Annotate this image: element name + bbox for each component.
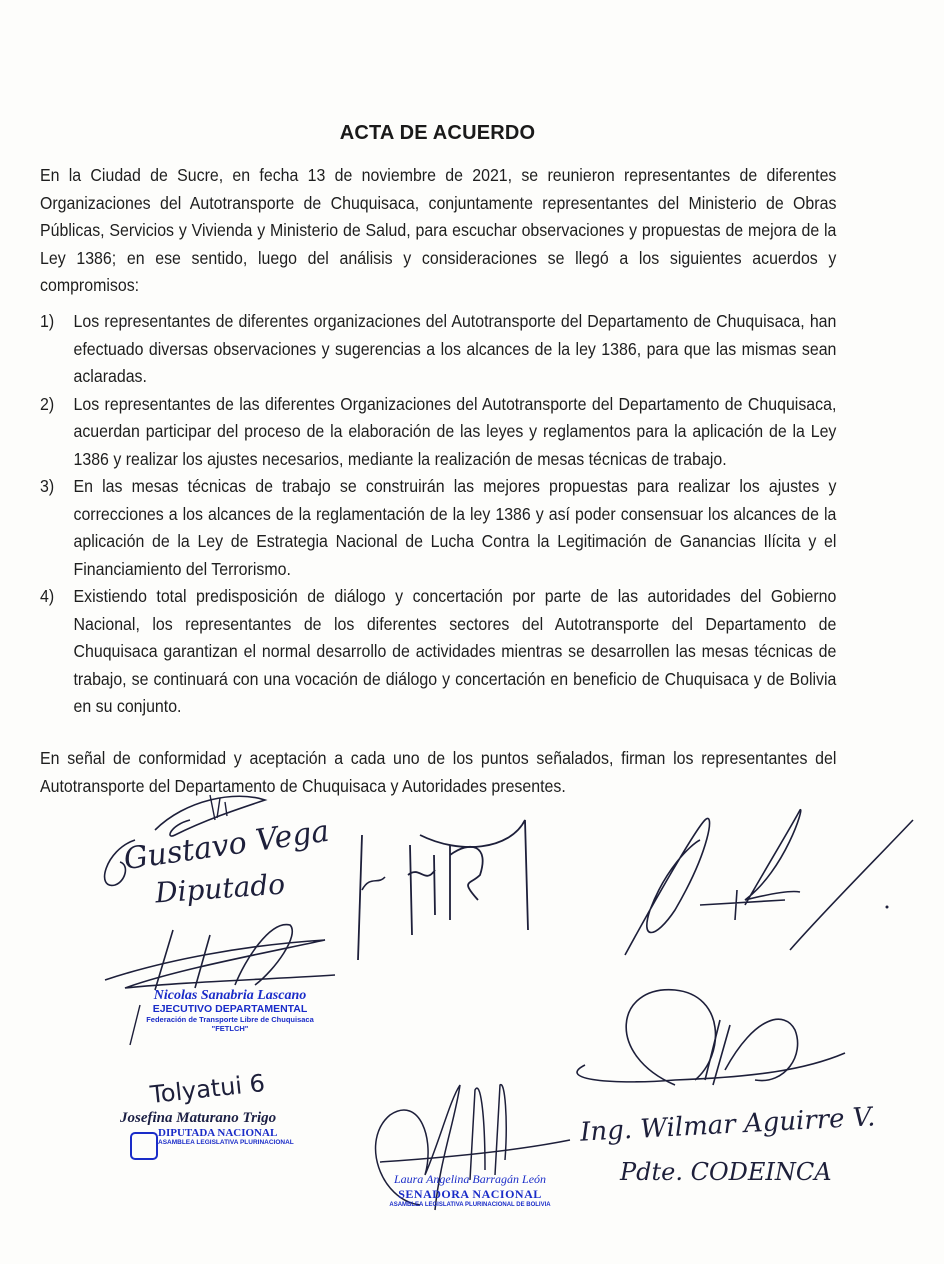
signature-name: Gustavo Vega <box>121 813 332 878</box>
agreement-text: En las mesas técnicas de trabajo se construirán las mejores propuestas para realizar los ajustes y correcciones a los alcances de la reglamentación de la ley 1386 y así poder consensuar los alcances de la aplicación de la Ley de Estrategia Nacional de Lucha Contra la Legitimación de Ganancias Ilícita y el Financiamiento del Terrorismo. <box>73 476 837 579</box>
agreement-text: Los representantes de diferentes organizaciones del Autotransporte del Departamento de Chuquisaca, han efectuado diversas observaciones y sugerencias a los alcances de la ley 1386, para que las mismas sean aclaradas. <box>73 311 837 386</box>
agreement-text: Los representantes de las diferentes Organizaciones del Autotransporte del Departamento de Chuquisaca, acuerdan participar del proceso de la elaboración de las leyes y reglamentos para la aplicación de la Ley 1386 y realizar los ajustes necesarios, mediante la realización de mesas técnicas de trabajo. <box>73 393 837 469</box>
signature-laura-barragan <box>360 1080 570 1220</box>
stamp <box>125 988 335 1033</box>
signature-scribble-icon <box>555 985 875 1105</box>
signature-top-right <box>595 810 925 970</box>
closing-paragraph: En señal de conformidad y aceptación a cada uno de los puntos señalados, firman los representantes del Autotransporte del Departamento de Chuquisaca y Autoridades presentes. <box>40 748 837 796</box>
stamp-role: EJECUTIVO DEPARTAMENTAL <box>152 1003 308 1015</box>
signature-gustavo-vega <box>95 790 355 920</box>
signature-nicolas-sanabria <box>95 910 345 1050</box>
signature-name: Ing. Wilmar Aguirre V. <box>579 1102 877 1148</box>
signature-handwritten: Tolyatui 6 <box>148 1069 267 1109</box>
stamp-role: SENADORA NACIONAL <box>398 1187 542 1201</box>
stamp-name: Josefina Maturano Trigo <box>120 1110 277 1126</box>
stamp-name: Nicolas Sanabria Lascano <box>153 988 307 1003</box>
signatures-section <box>0 790 944 1264</box>
stamp-organization: ASAMBLEA LEGISLATIVA PLURINACIONAL <box>158 1139 294 1146</box>
stamp <box>120 1110 310 1146</box>
stamp-name: Laura Angelina Barragán León <box>393 1172 547 1186</box>
signature-josefina-maturano <box>120 1069 320 1185</box>
signature-title: Diputado <box>154 867 287 910</box>
signature-title: Pdte. CODEINCA <box>620 1158 832 1186</box>
agreement-text: Existiendo total predisposición de diálogo y concertación por parte de las autoridades del Gobierno Nacional, los representantes de los diferentes sectores del Autotransporte del Departamento de Chuquisaca garantizan el normal desarrollo de actividades mientras se desarrollen las mesas técnicas de trabajo, se continuará con una vocación de diálogo y concertación en beneficio de Chuquisaca y de Bolivia en su conjunto. <box>73 586 837 716</box>
signature-wilmar-aguirre <box>579 1102 910 1210</box>
agreement-item <box>40 391 836 474</box>
agreement-item <box>40 473 836 583</box>
stamp-organization: Federación de Transporte Libre de Chuquisaca <box>146 1015 314 1024</box>
signature-lower-right <box>555 985 875 1105</box>
stamp-organization: ASAMBLEA LEGISLATIVA PLURINACIONAL DE BOLIVIA <box>389 1202 551 1208</box>
stamp-acronym: "FETLCH" <box>211 1024 249 1033</box>
signature-middle-top <box>350 815 550 985</box>
agreement-number: 4) <box>40 586 55 606</box>
document-title: ACTA DE ACUERDO <box>339 122 536 144</box>
stamp <box>375 1172 565 1208</box>
agreement-item <box>40 308 836 391</box>
intro-paragraph: En la Ciudad de Sucre, en fecha 13 de noviembre de 2021, se reunieron representantes de diferentes Organizaciones del Autotransporte de Chuquisaca, conjuntamente representantes del Ministerio de Obras Públicas, Servicios y Vivienda y Ministerio de Salud, para escuchar observaciones y propuestas de mejora de la Ley 1386; en ese sentido, luego del análisis y consideraciones se llegó a los siguientes acuerdos y compromisos: <box>40 165 837 295</box>
signature-scribble-icon <box>595 810 925 970</box>
agreement-number: 3) <box>40 476 55 496</box>
signature-scribble-icon <box>350 815 550 985</box>
stamp-role: DIPUTADA NACIONAL <box>158 1127 278 1139</box>
agreements-list <box>40 308 836 721</box>
agreement-item <box>40 583 836 721</box>
agreement-number: 2) <box>40 393 55 414</box>
agreement-number: 1) <box>40 311 55 331</box>
bolivia-emblem-icon <box>130 1132 158 1160</box>
